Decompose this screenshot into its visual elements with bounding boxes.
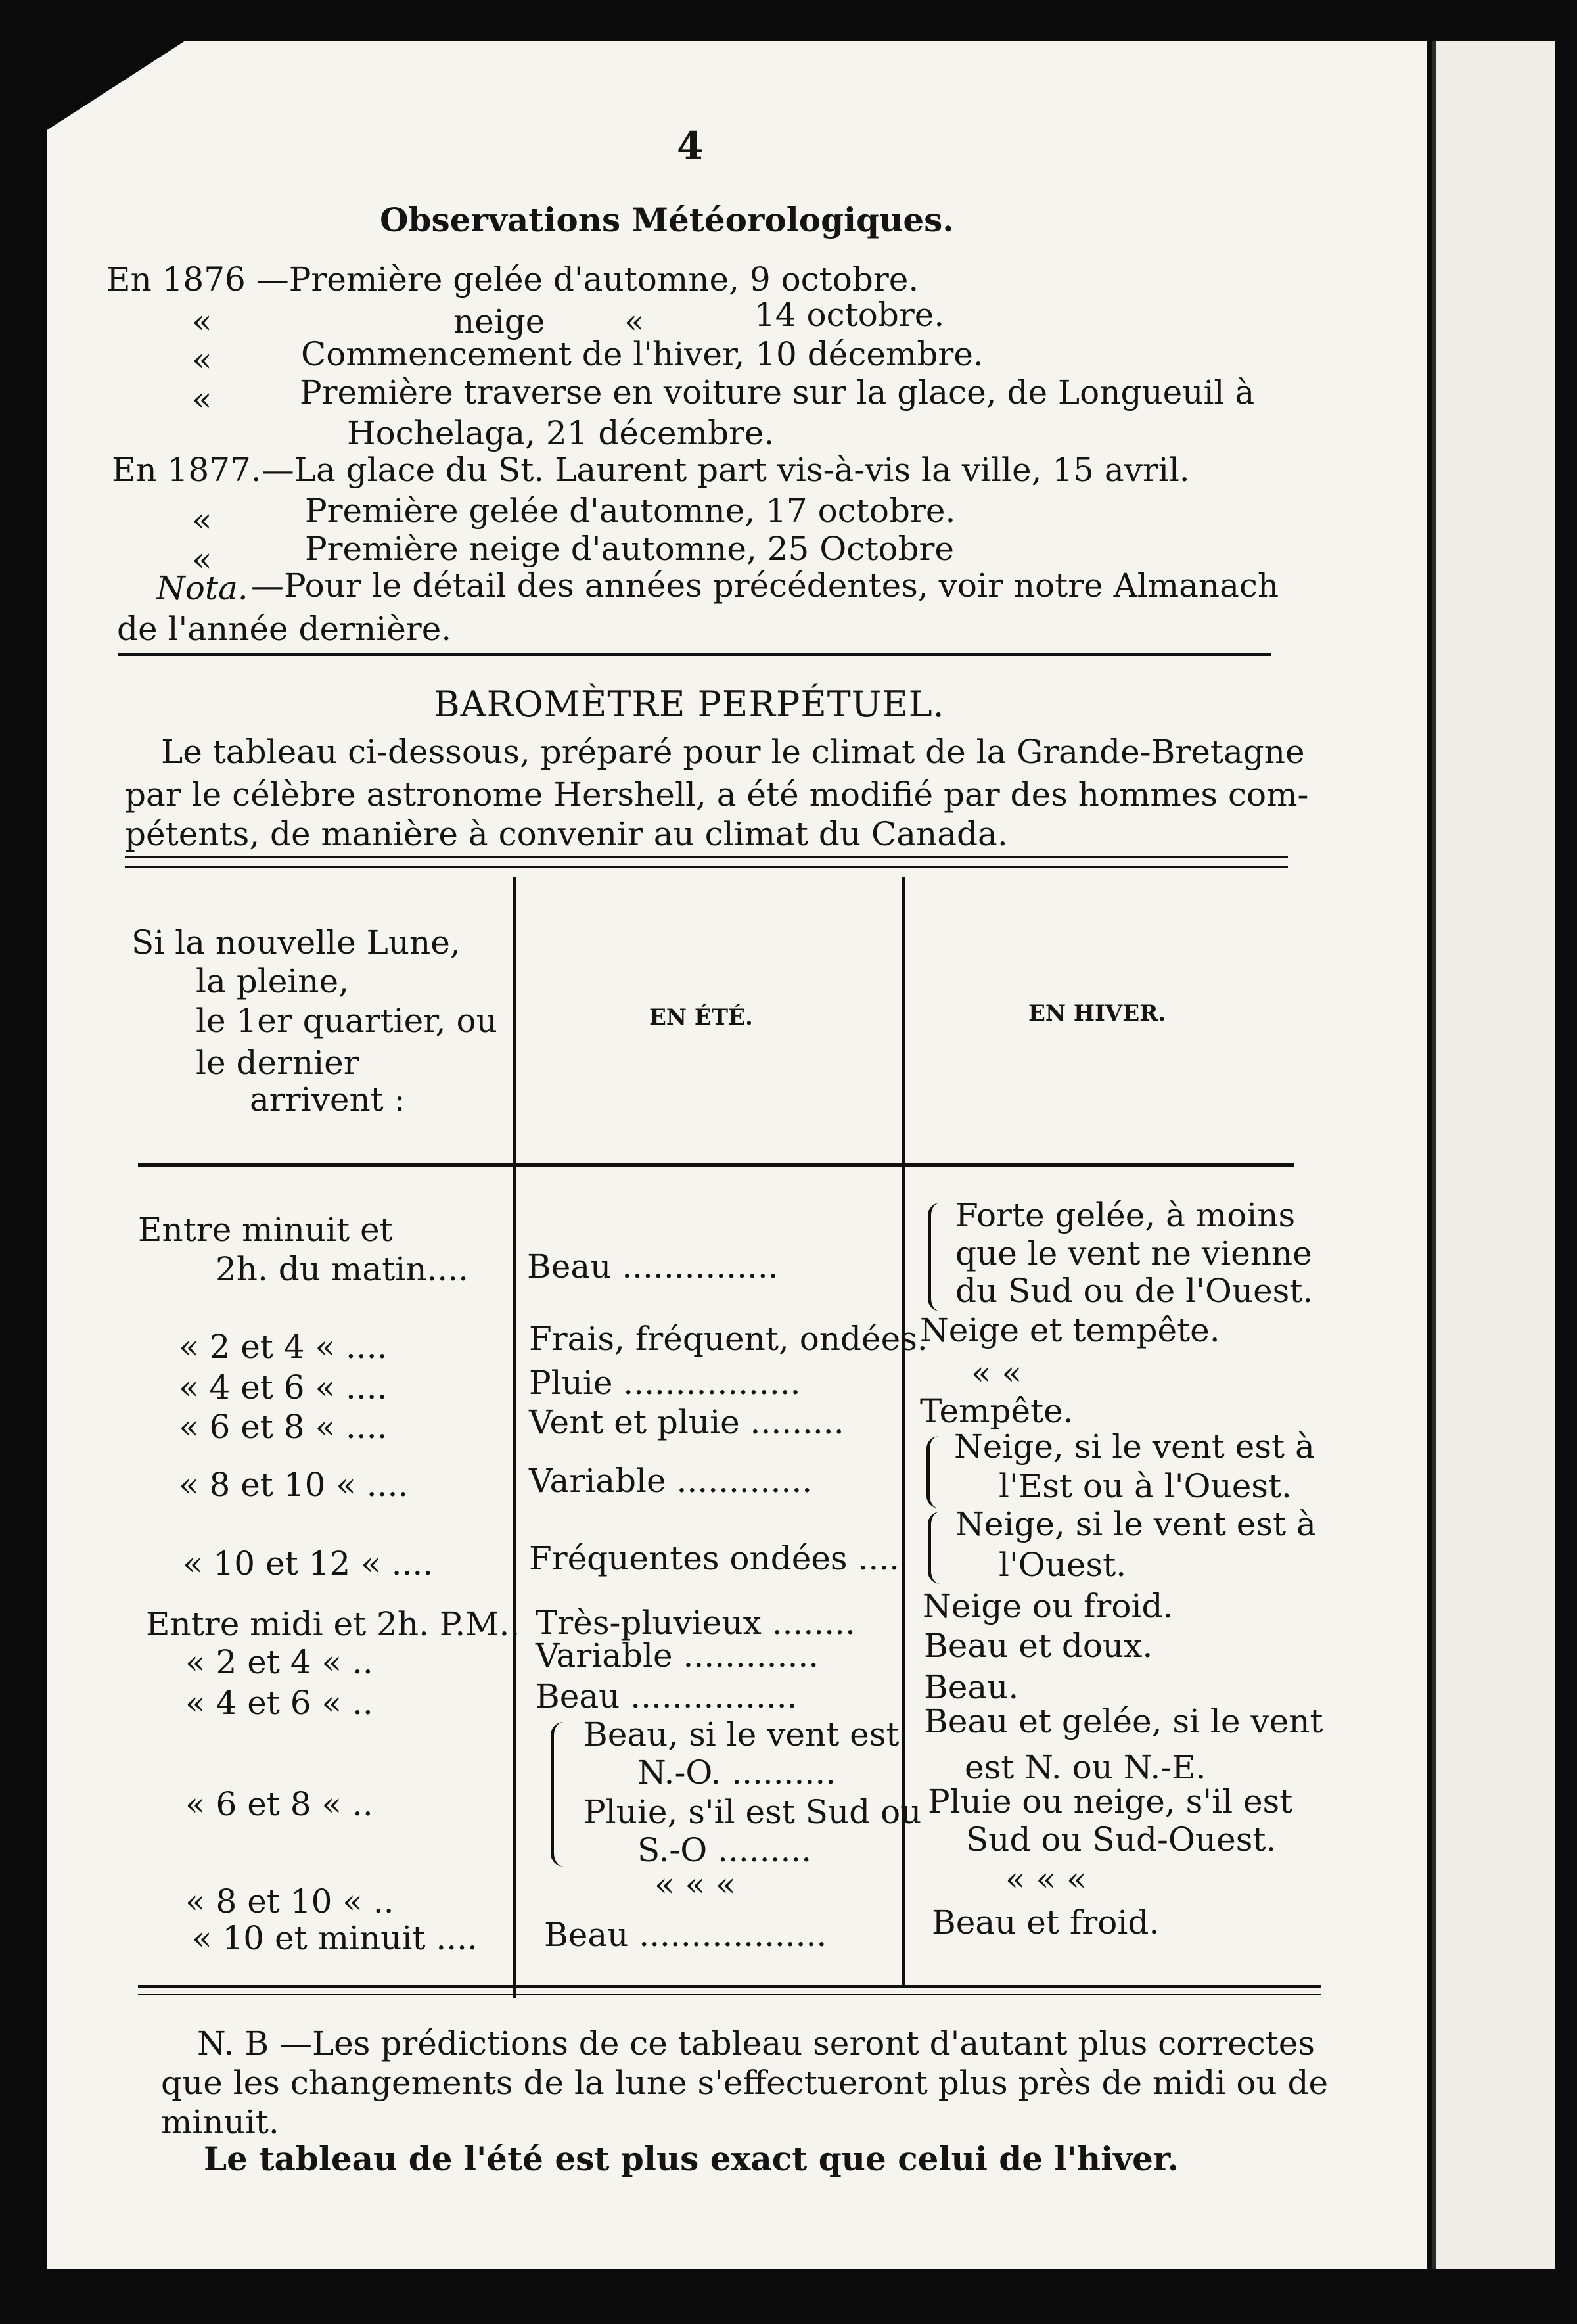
row-ete: S.-O ......... — [637, 1831, 812, 1869]
row-hiver: « « — [971, 1354, 1022, 1392]
row-hiver: est N. ou N.-E. — [965, 1748, 1206, 1786]
obs-traverse-cont: Hochelaga, 21 décembre. — [347, 414, 775, 452]
header-rule — [138, 1163, 1294, 1167]
intro-line-3: pétents, de manière à convenir au climat du Canada. — [125, 815, 1008, 853]
intro-line-1: Le tableau ci-dessous, préparé pour le climat de la Grande-Bretagne — [161, 733, 1305, 771]
row-time: « 8 et 10 « .... — [179, 1466, 409, 1504]
nota-text-cont: de l'année dernière. — [117, 610, 452, 648]
header-col1-line: la pleine, — [196, 962, 349, 1000]
observations-title: Observations Météorologiques. — [380, 200, 954, 239]
header-col1-line: le dernier — [196, 1044, 359, 1082]
row-time: « 10 et 12 « .... — [183, 1545, 434, 1583]
row-ete: Variable ............. — [529, 1462, 813, 1500]
brace-icon — [926, 1436, 939, 1508]
row-ete: Beau ............... — [527, 1247, 779, 1286]
nota-text: —Pour le détail des années précédentes, voir notre Almanach — [251, 567, 1279, 605]
row-time: « 4 et 6 « .. — [185, 1684, 373, 1722]
table-top-rule — [125, 856, 1288, 858]
row-hiver: Tempête. — [920, 1392, 1074, 1430]
row-time: « 6 et 8 « .. — [185, 1785, 373, 1823]
row-hiver: Beau et doux. — [924, 1627, 1153, 1665]
row-hiver: l'Ouest. — [999, 1546, 1127, 1584]
row-time: « 2 et 4 « .. — [185, 1643, 373, 1681]
divider — [118, 653, 1271, 656]
brace-icon — [928, 1203, 940, 1311]
row-hiver: Forte gelée, à moins — [955, 1196, 1296, 1234]
ditto-mark: « — [192, 302, 212, 340]
row-hiver: Neige et tempête. — [920, 1311, 1220, 1349]
header-en-hiver: EN HIVER. — [1028, 1000, 1166, 1027]
obs-hiver: Commencement de l'hiver, 10 décembre. — [301, 335, 984, 373]
row-ete: Variable ............. — [536, 1637, 819, 1675]
column-rule-1 — [513, 877, 516, 1998]
row-time: 2h. du matin.... — [216, 1250, 469, 1288]
obs-neige-date: 14 octobre. — [754, 296, 945, 334]
header-col1-line: arrivent : — [250, 1081, 405, 1119]
footer-line: minuit. — [161, 2103, 279, 2141]
row-hiver: l'Est ou à l'Ouest. — [999, 1467, 1292, 1505]
row-ete: Vent et pluie ......... — [529, 1403, 844, 1441]
row-ete: Frais, fréquent, ondées. — [529, 1320, 928, 1358]
row-time: « 6 et 8 « .... — [179, 1408, 388, 1446]
obs-neige: neige — [453, 302, 545, 340]
header-en-ete: EN ÉTÉ. — [649, 1004, 753, 1031]
row-ete: Beau ................ — [536, 1677, 798, 1715]
brace-icon — [551, 1722, 564, 1867]
row-ete: « « « — [654, 1865, 736, 1903]
row-time: « 10 et minuit .... — [192, 1919, 478, 1957]
ditto-mark: « — [192, 340, 212, 379]
row-hiver: « « « — [1005, 1860, 1087, 1898]
brace-icon — [928, 1512, 940, 1584]
intro-line-2: par le célèbre astronome Hershell, a été modifié par des hommes com- — [125, 776, 1309, 814]
row-time: Entre minuit et — [138, 1211, 393, 1249]
row-time: Entre midi et 2h. P.M.. — [146, 1605, 520, 1643]
row-hiver: Neige, si le vent est à — [955, 1505, 1316, 1543]
header-col1-line: Si la nouvelle Lune, — [131, 923, 461, 962]
row-ete: Pluie, s'il est Sud ou — [583, 1793, 922, 1831]
page-number: 4 — [677, 124, 704, 168]
row-hiver: Beau. — [924, 1668, 1019, 1706]
obs-1877-neige: Première neige d'automne, 25 Octobre — [305, 530, 954, 568]
obs-line-1876-gelee: En 1876 —Première gelée d'automne, 9 octobre. — [106, 260, 919, 298]
barometre-title: BAROMÈTRE PERPÉTUEL. — [434, 684, 945, 725]
header-col1-line: le 1er quartier, ou — [196, 1002, 497, 1040]
row-time: « 8 et 10 « .. — [185, 1882, 394, 1920]
row-hiver: Beau et froid. — [932, 1903, 1160, 1941]
table-top-rule-2 — [125, 866, 1288, 868]
row-ete: Beau .................. — [544, 1916, 827, 1954]
nota-label: Nota. — [156, 569, 248, 607]
row-hiver: Pluie ou neige, s'il est — [928, 1782, 1293, 1821]
obs-1877-gelee: Première gelée d'automne, 17 octobre. — [305, 492, 956, 530]
footer-line: N. B —Les prédictions de ce tableau seront d'autant plus correctes — [197, 2024, 1315, 2062]
row-hiver: Beau et gelée, si le vent — [924, 1702, 1323, 1740]
ditto-mark: « — [192, 380, 212, 418]
row-hiver: que le vent ne vienne — [955, 1234, 1312, 1272]
footer-line: que les changements de la lune s'effectueront plus près de midi ou de — [161, 2064, 1329, 2102]
table-bottom-rule-2 — [138, 1994, 1321, 1995]
next-page-edge — [1432, 41, 1555, 2269]
ditto-mark: « — [192, 501, 212, 539]
row-ete: N.-O. .......... — [637, 1754, 836, 1792]
footer-line: Le tableau de l'été est plus exact que celui de l'hiver. — [204, 2139, 1179, 2178]
row-ete: Pluie ................. — [529, 1364, 801, 1402]
row-hiver: Neige, si le vent est à — [954, 1428, 1315, 1466]
row-hiver: du Sud ou de l'Ouest. — [955, 1272, 1314, 1310]
row-time: « 4 et 6 « .... — [179, 1368, 388, 1406]
row-ete: Beau, si le vent est — [583, 1715, 900, 1754]
row-hiver: Sud ou Sud-Ouest. — [966, 1821, 1277, 1859]
row-ete: Très-pluvieux ........ — [536, 1604, 856, 1642]
obs-traverse: Première traverse en voiture sur la glace, de Longueuil à — [300, 373, 1255, 411]
ditto-mark: « — [624, 302, 645, 340]
obs-line-1877-glace: En 1877.—La glace du St. Laurent part vis-à-vis la ville, 15 avril. — [112, 451, 1190, 489]
row-hiver: Neige ou froid. — [923, 1587, 1174, 1625]
ditto-mark: « — [192, 540, 212, 578]
row-time: « 2 et 4 « .... — [179, 1328, 388, 1366]
row-ete: Fréquentes ondées .... — [529, 1539, 900, 1577]
table-bottom-rule — [138, 1985, 1321, 1988]
